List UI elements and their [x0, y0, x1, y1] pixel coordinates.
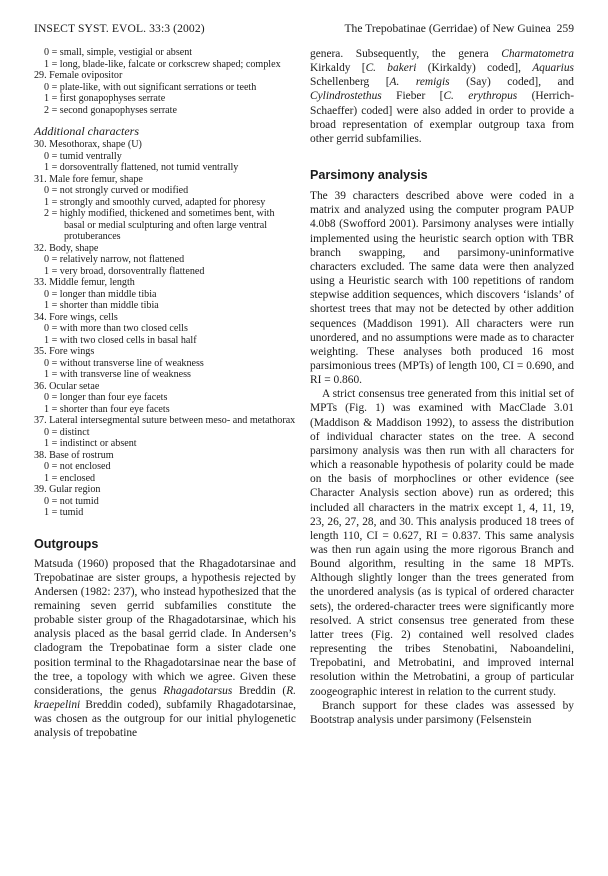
parsimony-paragraph: Branch support for these clades was assessed by Bootstrap analysis under parsimony (Felsenstein [310, 699, 574, 726]
character-state: 1 = strongly and smoothly curved, adapted for phoresy [44, 196, 266, 208]
outgroups-heading: Outgroups [34, 536, 99, 551]
page-number: 259 [556, 22, 574, 35]
additional-characters-heading: Additional characters [34, 124, 139, 138]
character-heading: 35. Fore wings [34, 346, 95, 357]
character-state: 1 = first gonapophyses serrate [44, 93, 166, 104]
running-title: The Trepobatinae (Gerridae) of New Guinea [344, 22, 551, 35]
parsimony-paragraph: The 39 characters described above were coded in a matrix and analyzed using the computer program PAUP 4.0b8 (Swofford 2001). Parsimony analyses were intially implemented using the heuristic search option with TBR branch swapping, and parsimony-uninformative characters excluded. The same data were then analyzed using a Heuristic search with 100 repetitions of random stepwise addition sequences, which discovers ‘islands’ of shortest trees that may not be detected by other addition sequences (Maddison 1991). All characters were run unordered, and no assumptions were made as to character weighting. These analyses both produced 16 most parsimonious trees (MPTs) of length 100, CI = 0.690, and RI = 0.860. [310, 190, 574, 387]
character-state: 0 = not enclosed [44, 461, 111, 472]
parsimony-analysis-heading: Parsimony analysis [310, 168, 428, 183]
character-state: 2 = second gonapophyses serrate [44, 104, 177, 116]
character-state: 0 = not strongly curved or modified [44, 185, 189, 196]
character-heading: 36. Ocular setae [34, 380, 100, 392]
parsimony-analysis-body [310, 189, 574, 727]
character-heading: 39. Gular region [34, 484, 101, 495]
character-state: 0 = plate-like, with out significant serrations or teeth [44, 81, 257, 93]
character-list-continued [34, 47, 296, 116]
running-title-and-page [344, 22, 574, 35]
outgroups-paragraph: Matsuda (1960) proposed that the Rhagadotarsinae and Trepobatinae are sister groups, a hypothesis rejected by Andersen (1982: 237), who instead hypothesized that the remaining seven gerrid subfamilies constitute the probable sister group of the Rhagadotarsinae, which his analysis placed as the basal gerrid clade. In Andersen’s cladogram the Trepobatinae form a sister clade one position terminal to the Rhagadotarsinae near the base of the tree, a topology with which we agree. Given these considerations, the genus Rhagadotarsus Breddin (R. kraepelini Breddin coded), subfamily Rhagadotarsinae, was chosen as the outgroup for our initial phylogenetic analysis of trepobatine [34, 557, 296, 740]
character-heading: 34. Fore wings, cells [34, 311, 118, 323]
character-state: 2 = highly modified, thickened and sometimes bent, with basal or medial sculpturing and often large ventral protuberances [44, 208, 275, 242]
character-heading: 37. Lateral intersegmental suture between meso- and metathorax [34, 415, 296, 426]
character-state: 0 = with more than two closed cells [44, 323, 188, 334]
right-column [310, 47, 574, 727]
character-heading: 29. Female ovipositor [34, 70, 123, 81]
character-heading: 33. Middle femur, length [34, 277, 135, 288]
character-state: 0 = relatively narrow, not flattened [44, 254, 185, 265]
character-state: 1 = long, blade-like, falcate or corkscrew shaped; complex [44, 58, 281, 70]
character-state: 1 = shorter than middle tibia [44, 300, 159, 311]
character-state: 0 = small, simple, vestigial or absent [44, 47, 193, 58]
character-state: 0 = longer than middle tibia [44, 288, 157, 300]
character-heading: 30. Mesothorax, shape (U) [34, 139, 142, 150]
character-heading: 32. Body, shape [34, 242, 99, 254]
character-state: 1 = with two closed cells in basal half [44, 334, 197, 346]
character-state: 0 = without transverse line of weakness [44, 357, 204, 369]
character-state: 0 = longer than four eye facets [44, 392, 168, 403]
additional-character-list [34, 139, 296, 519]
character-heading: 38. Base of rostrum [34, 449, 114, 461]
character-state: 1 = tumid [44, 507, 84, 518]
parsimony-paragraph: A strict consensus tree generated from this initial set of MPTs (Fig. 1) was examined with MacClade 3.01 (Maddison & Maddison 1992), to assess the distribution of individual character states on the tree. A second parsimony analysis was then run with all characters for which a reasonable hypothesis of polarity could be made on the basis of morphoclines or other evidence (see Character Analysis section above) run as ordered; this included all characters in the matrix except 1, 4, 11, 19, 23, 26, 27, 28, and 30. This analysis produced 18 trees of length 110, CI = 0.627, RI = 0.837. This same analysis was then run again using the more rigorous Branch and Bound algorithm, resulting in the same 18 MPTs. Although slightly longer than the trees generated from the unordered analysis (as is typical of ordered character sets), the ordered-character trees were significantly more resolved. A strict consensus tree generated from these latter trees (Fig. 2) contained well resolved clades representing the tribes Stenobatini, Naboandelini, Trepobatini, and Metrobatini, and improved internal resolution within the Metrobatini, a group of particular zoogeographic interest in relation to the current study. [310, 388, 574, 698]
running-header [34, 22, 574, 38]
character-state: 1 = dorsoventrally flattened, not tumid ventrally [44, 162, 239, 173]
left-column [34, 47, 296, 741]
character-state: 1 = shorter than four eye facets [44, 403, 170, 415]
character-state: 0 = not tumid [44, 495, 99, 507]
character-state: 1 = indistinct or absent [44, 438, 137, 449]
character-state: 0 = tumid ventrally [44, 150, 122, 162]
character-state: 0 = distinct [44, 426, 90, 438]
character-heading: 31. Male fore femur, shape [34, 173, 143, 185]
journal-citation: INSECT SYST. EVOL. 33:3 (2002) [34, 22, 205, 35]
character-state: 1 = enclosed [44, 472, 96, 484]
character-state: 1 = very broad, dorsoventrally flattened [44, 265, 205, 277]
outgroups-continuation-paragraph: genera. Subsequently, the genera Charmatometra Kirkaldy [C. bakeri (Kirkaldy) coded], Aquarius Schellenberg [A. remigis (Say) coded], and Cylindrostethus Fieber [C. erythropus (Herrich-Schaeffer) coded] were also added in order to provide a broad representation of exemplar outgroup taxa from other gerrid subfamilies. [310, 48, 575, 145]
character-state: 1 = with transverse line of weakness [44, 369, 191, 380]
